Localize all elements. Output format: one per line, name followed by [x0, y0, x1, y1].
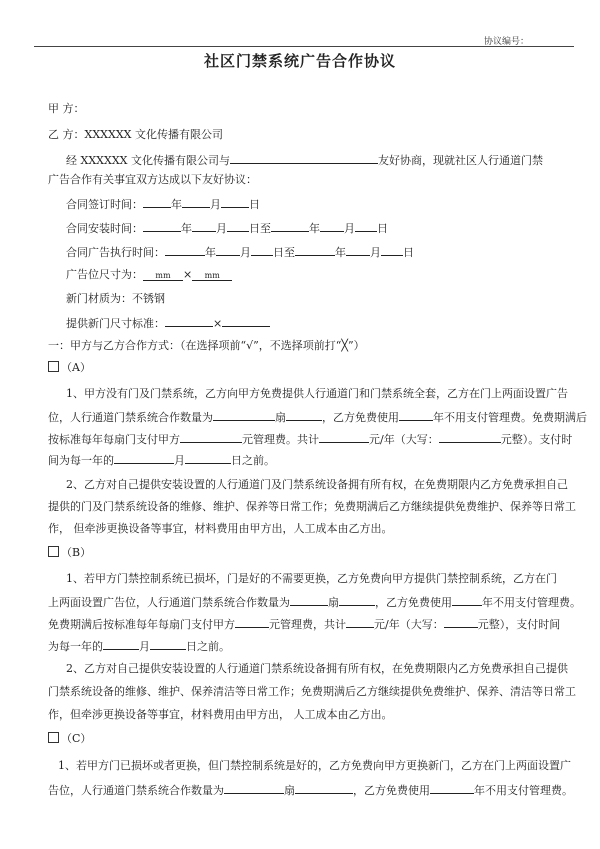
sign-month-blank[interactable] — [182, 196, 210, 208]
option-b-month-blank[interactable] — [103, 638, 139, 650]
option-a-day-blank[interactable] — [185, 452, 231, 464]
option-b-quantity-blank[interactable] — [290, 594, 328, 606]
option-b-day-blank[interactable] — [150, 638, 186, 650]
sign-year-blank[interactable] — [143, 196, 171, 208]
intro-line-1: 经 XXXXXX 文化传播有限公司与 友好协商，现就社区人行通道门禁 — [66, 154, 543, 167]
exec-end-year-blank[interactable] — [295, 244, 335, 256]
intro-line-2: 广告合作有关事宜双方达成以下友好协议： — [48, 173, 257, 186]
install-end-day-blank[interactable] — [355, 220, 377, 232]
option-a-quantity2-blank[interactable] — [286, 409, 322, 421]
option-b-line-1: 1、若甲方门禁控制系统已损坏，门是好的不需要更换，乙方免费向甲方提供门禁控制系统，乙方在门 — [66, 572, 557, 585]
option-a-line-5: 2、乙方对自己提供安装设置的人行通道门及门禁系统设备拥有所有权，在免费期限内乙方免费承担自己 — [66, 478, 568, 491]
party-b: 乙 方：XXXXXX 文化传播有限公司 — [48, 128, 223, 141]
exec-date-field: 合同广告执行时间： 年 月 日至 年 月 日 — [66, 246, 414, 259]
cooperation-methods-heading: 一：甲方与乙方合作方式：（在选择项前“√”，不选择项前打“╳”） — [48, 339, 365, 352]
option-b-years-blank[interactable] — [452, 594, 482, 606]
install-start-month-blank[interactable] — [192, 220, 216, 232]
exec-end-month-blank[interactable] — [346, 244, 370, 256]
option-c-checkbox[interactable] — [48, 732, 59, 743]
document-title: 社区门禁系统广告合作协议 — [203, 52, 396, 70]
option-b-line-6: 门禁系统设备的维修、维护、保养清洁等日常工作；免费期满后乙方继续提供免费维护、保养、清洁等日常工 — [48, 685, 576, 698]
option-a-fee-blank[interactable] — [180, 431, 242, 443]
door-height-blank[interactable] — [222, 315, 270, 327]
option-c-label: （C） — [48, 732, 91, 746]
exec-end-day-blank[interactable] — [381, 244, 403, 256]
option-a-line-2: 位，人行通道门禁系统合作数量为 扇 ，乙方免费使用 年不用支付管理费。免费期满后 — [48, 411, 587, 424]
exec-start-month-blank[interactable] — [216, 244, 240, 256]
option-b-line-4: 为每一年的 月 日之前。 — [48, 640, 230, 653]
option-c-years-blank[interactable] — [430, 782, 474, 794]
option-b-line-7: 作，但牵涉更换设备等事宜，材料费用由甲方出， 人工成本由乙方出。 — [48, 708, 393, 721]
ad-height-blank[interactable]: mm — [192, 269, 232, 281]
option-a-line-3: 按标准每年每扇门支付甲方 元管理费。共计 元/年（大写： 元整）。支付时 — [48, 433, 573, 446]
option-c-quantity2-blank[interactable] — [295, 782, 353, 794]
option-a-total-blank[interactable] — [319, 431, 369, 443]
option-b-quantity2-blank[interactable] — [339, 594, 375, 606]
exec-start-day-blank[interactable] — [251, 244, 273, 256]
option-a-label: （A） — [48, 361, 91, 375]
door-width-blank[interactable] — [165, 315, 213, 327]
party-a-name-blank[interactable] — [230, 152, 378, 164]
ad-width-blank[interactable]: mm — [143, 269, 183, 281]
door-size-field: 提供新门尺寸标准： × — [66, 315, 270, 331]
option-a-line-6: 提供的门及门禁系统设备的维修、维护、保养等日常工作；免费期满后乙方继续提供免费维护、保养等日常工 — [48, 500, 576, 513]
option-a-years-blank[interactable] — [399, 409, 433, 421]
party-a: 甲 方： — [48, 102, 85, 115]
door-material: 新门材质为：不锈钢 — [66, 292, 165, 305]
option-c-quantity-blank[interactable] — [224, 782, 284, 794]
option-a-line-4: 间为每一年的 月 日之前。 — [48, 454, 275, 467]
option-c-line-1: 1、若甲方门已损坏或者更换，但门禁控制系统是好的，乙方免费向甲方更换新门，乙方在门上两面设置广 — [58, 759, 571, 772]
option-b-total-blank[interactable] — [346, 616, 374, 628]
option-b-line-5: 2、乙方对自己提供安装设置的人行通道门禁系统设备拥有所有权，在免费期限内乙方免费承担自己提供 — [66, 662, 568, 675]
install-end-month-blank[interactable] — [320, 220, 344, 232]
ad-size-field: 广告位尺寸为： mm × mm — [66, 268, 232, 282]
sign-day-blank[interactable] — [221, 196, 249, 208]
option-a-line-1: 1、甲方没有门及门禁系统，乙方向甲方免费提供人行通道门和门禁系统全套，乙方在门上两面设置广告 — [66, 387, 568, 400]
install-start-day-blank[interactable] — [227, 220, 249, 232]
option-b-line-2: 上两面设置广告位，人行通道门禁系统合作数量为 扇 ，乙方免费使用 年不用支付管理费。 — [48, 596, 581, 609]
option-b-line-3: 免费期满后按标准每年每扇门支付甲方 元管理费，共计 元/年（大写： 元整），支付时间 — [48, 618, 561, 631]
install-start-year-blank[interactable] — [143, 220, 181, 232]
install-end-year-blank[interactable] — [271, 220, 309, 232]
header-rule — [34, 46, 574, 47]
option-a-checkbox[interactable] — [48, 361, 59, 372]
option-a-month-blank[interactable] — [114, 452, 174, 464]
option-a-line-7: 作， 但牵涉更换设备等事宜，材料费用由甲方出，人工成本由乙方出。 — [48, 522, 393, 535]
option-a-total-words-blank[interactable] — [439, 431, 501, 443]
sign-date-field: 合同签订时间： 年 月 日 — [66, 198, 260, 211]
option-b-total-words-blank[interactable] — [444, 616, 478, 628]
option-a-quantity-blank[interactable] — [213, 409, 275, 421]
option-c-line-2: 告位，人行通道门禁系统合作数量为 扇 ，乙方免费使用 年不用支付管理费。 — [48, 784, 573, 797]
exec-start-year-blank[interactable] — [165, 244, 205, 256]
agreement-number-label: 协议编号： — [484, 37, 530, 47]
option-b-checkbox[interactable] — [48, 546, 59, 557]
install-date-field: 合同安装时间： 年 月 日至 年 月 日 — [66, 222, 388, 235]
option-b-label: （B） — [48, 546, 91, 560]
option-b-fee-blank[interactable] — [235, 616, 269, 628]
